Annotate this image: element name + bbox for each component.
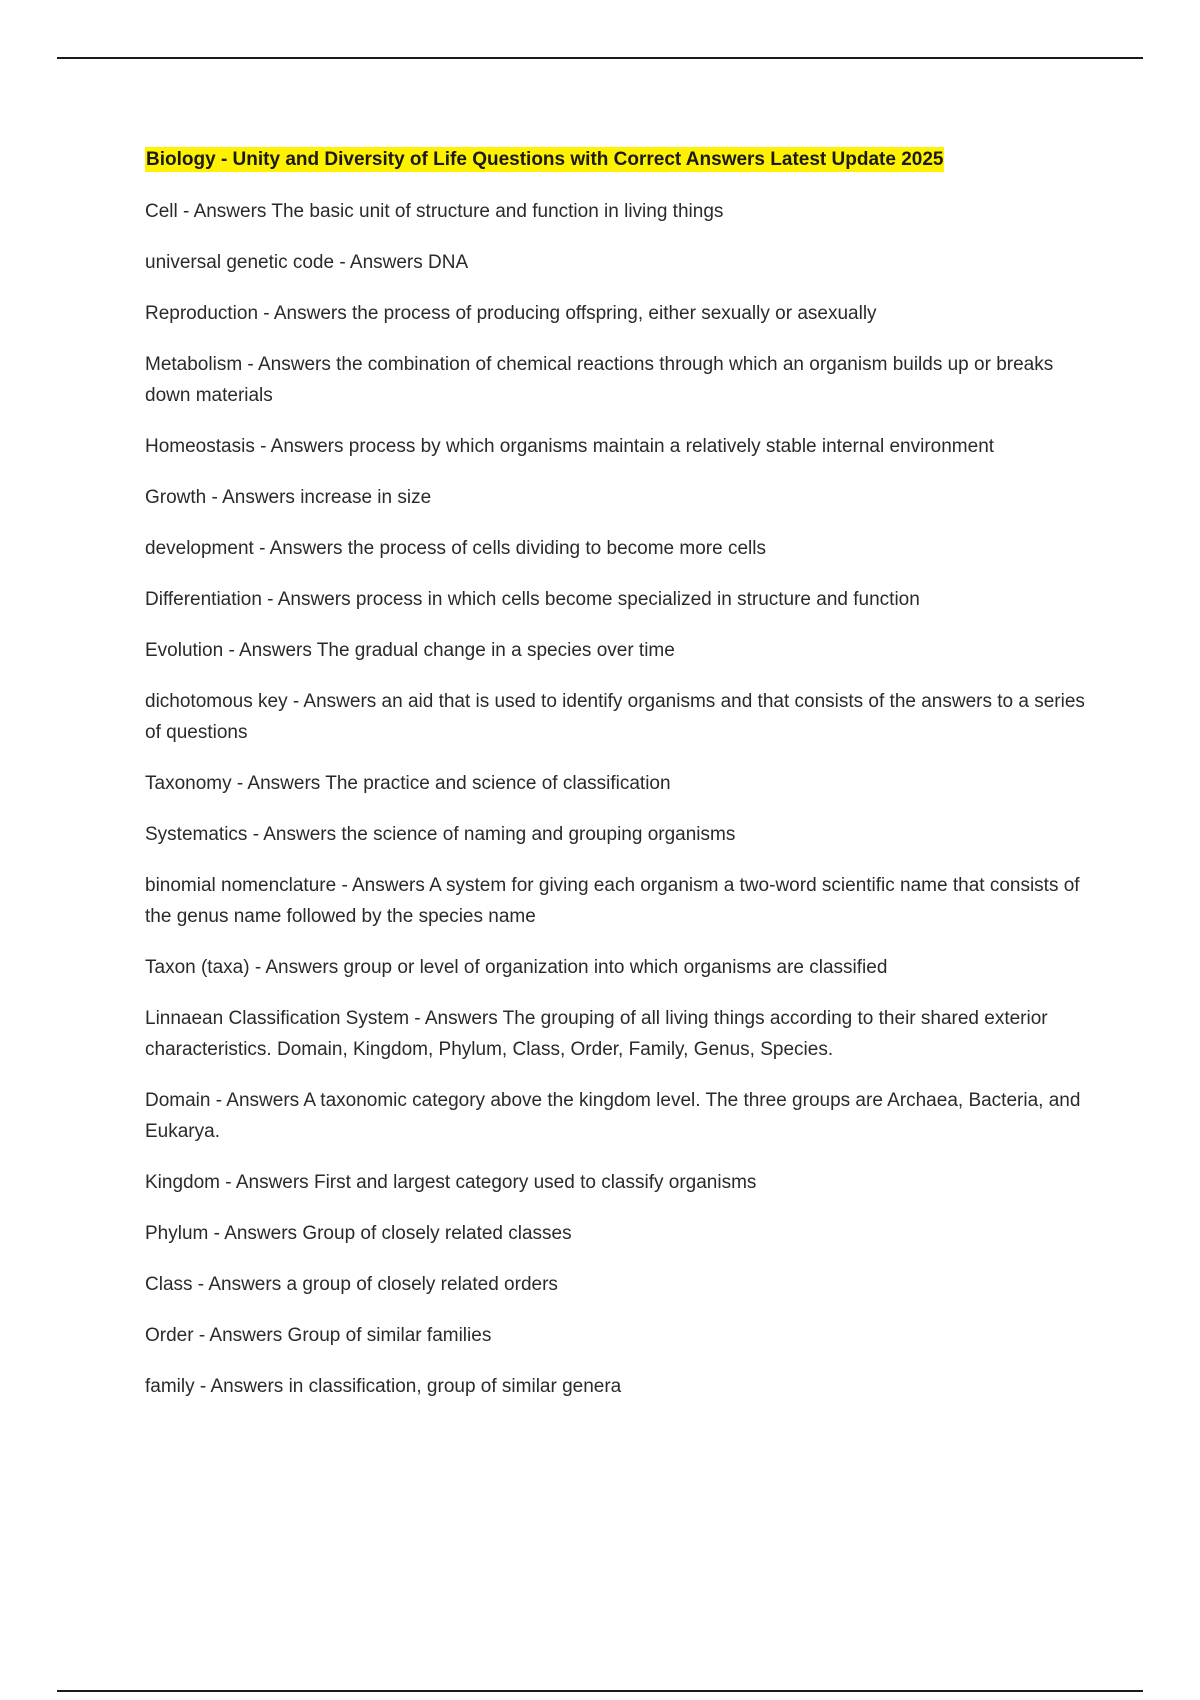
qa-entry-dichotomous-key: dichotomous key - Answers an aid that is used to identify organisms and that consists of the answers to a series of questions <box>145 691 1085 743</box>
qa-entry-differentiation: Differentiation - Answers process in which cells become specialized in structure and function <box>145 589 920 610</box>
qa-entry-taxon: Taxon (taxa) - Answers group or level of organization into which organisms are classified <box>145 957 888 978</box>
qa-entry-systematics: Systematics - Answers the science of naming and grouping organisms <box>145 824 736 845</box>
qa-entry-reproduction: Reproduction - Answers the process of producing offspring, either sexually or asexually <box>145 303 877 324</box>
qa-entry-linnaean-classification: Linnaean Classification System - Answers The grouping of all living things according to their shared exterior characteristics. Domain, Kingdom, Phylum, Class, Order, Family, Genus, Species. <box>145 1008 1048 1060</box>
qa-entry-kingdom: Kingdom - Answers First and largest category used to classify organisms <box>145 1172 757 1193</box>
qa-entry-domain: Domain - Answers A taxonomic category above the kingdom level. The three groups are Archaea, Bacteria, and Eukarya. <box>145 1090 1081 1142</box>
document-title: Biology - Unity and Diversity of Life Questions with Correct Answers Latest Update 2025 <box>146 149 944 170</box>
qa-entry-order: Order - Answers Group of similar families <box>145 1325 492 1346</box>
qa-entry-class: Class - Answers a group of closely related orders <box>145 1274 558 1295</box>
title-block <box>145 144 1085 176</box>
header-rule <box>57 57 1143 59</box>
qa-entry-universal-genetic-code: universal genetic code - Answers DNA <box>145 252 469 273</box>
qa-entry-metabolism: Metabolism - Answers the combination of chemical reactions through which an organism builds up or breaks down materials <box>145 354 1054 406</box>
qa-entry-homeostasis: Homeostasis - Answers process by which organisms maintain a relatively stable internal environment <box>145 436 995 457</box>
document-body <box>145 144 1085 1422</box>
qa-entry-evolution: Evolution - Answers The gradual change in a species over time <box>145 640 675 661</box>
qa-entry-taxonomy: Taxonomy - Answers The practice and science of classification <box>145 773 671 794</box>
qa-entry-cell: Cell - Answers The basic unit of structure and function in living things <box>145 201 724 222</box>
qa-entry-development: development - Answers the process of cells dividing to become more cells <box>145 538 766 559</box>
qa-entry-family: family - Answers in classification, group of similar genera <box>145 1376 622 1397</box>
qa-entry-binomial-nomenclature: binomial nomenclature - Answers A system for giving each organism a two-word scientific name that consists of the genus name followed by the species name <box>145 875 1080 927</box>
footer-rule <box>57 1690 1143 1692</box>
qa-entry-phylum: Phylum - Answers Group of closely related classes <box>145 1223 572 1244</box>
qa-entry-growth: Growth - Answers increase in size <box>145 487 432 508</box>
